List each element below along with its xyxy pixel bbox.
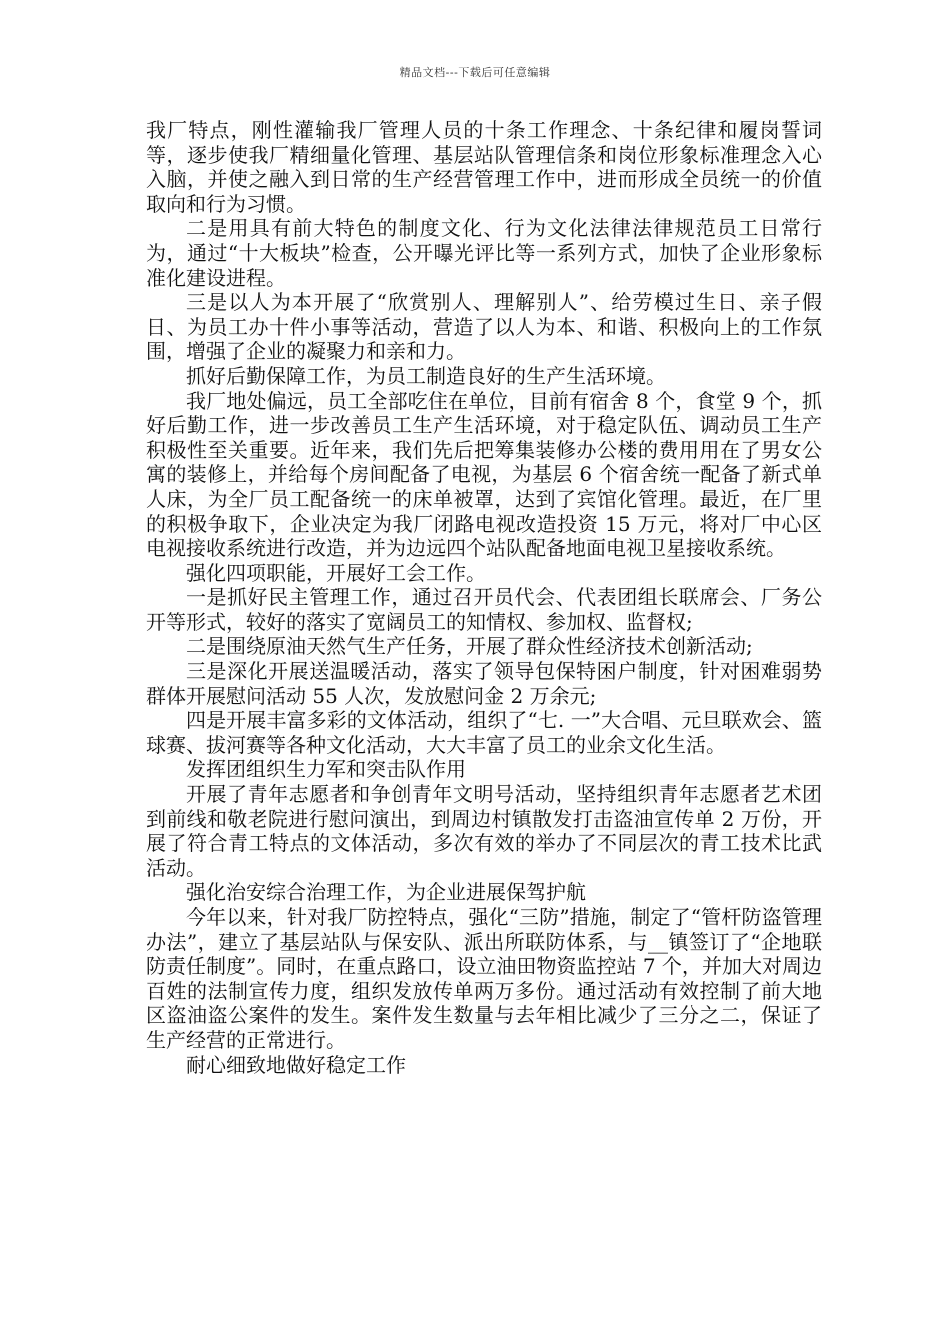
paragraph: 一是抓好民主管理工作，通过召开员代会、代表团组长联席会、厂务公开等形式，较好的落实了宽阔员工的知情权、参加权、监督权; <box>146 585 822 634</box>
section-heading: 强化四项职能，开展好工会工作。 <box>186 560 486 585</box>
paragraph: 三是以人为本开展了“欣赏别人、理解别人”、给劳模过生日、亲子假日、为员工办十件小事等活动，营造了以人为本、和谐、积极向上的工作氛围，增强了企业的凝聚力和亲和力。 <box>146 290 822 364</box>
document-body <box>146 118 822 1077</box>
page-header: 精品文档---下载后可任意编辑 <box>399 66 551 79</box>
section-heading: 发挥团组织生力军和突击队作用 <box>186 757 466 782</box>
section-heading: 抓好后勤保障工作，为员工制造良好的生产生活环境。 <box>186 363 666 388</box>
paragraph: 我厂特点，刚性灌输我厂管理人员的十条工作理念、十条纪律和履岗誓词等，逐步使我厂精细量化管理、基层站队管理信条和岗位形象标准理念入心入脑，并使之融入到日常的生产经营管理工作中，进而形成全员统一的价值取向和行为习惯。 <box>146 118 822 216</box>
section-heading: 耐心细致地做好稳定工作 <box>186 1052 406 1077</box>
paragraph: 开展了青年志愿者和争创青年文明号活动，坚持组织青年志愿者艺术团到前线和敬老院进行慰问演出，到周边村镇散发打击盗油宣传单 2 万份，开展了符合青工特点的文体活动，多次有效的举办了不同层次的青工技术比武活动。 <box>146 782 822 880</box>
paragraph: 四是开展丰富多彩的文体活动，组织了“七. 一”大合唱、元旦联欢会、篮球赛、拔河赛等各种文化活动，大大丰富了员工的业余文化生活。 <box>146 708 822 757</box>
paragraph: 今年以来，针对我厂防控特点，强化“三防”措施，制定了“管杆防盗管理办法”，建立了基层站队与保安队、派出所联防体系，与__镇签订了“企地联防责任制度”。同时，在重点路口，设立油田物资监控站 7 个，并加大对周边百姓的法制宣传力度，组织发放传单两万多份。通过活动有效控制了前大地区盗油盗公案件的发生。案件发生数量与去年相比减少了三分之二，保证了生产经营的正常进行。 <box>146 905 822 1052</box>
paragraph: 三是深化开展送温暖活动，落实了领导包保特困户制度，针对困难弱势群体开展慰问活动 55 人次，发放慰问金 2 万余元; <box>146 659 822 708</box>
paragraph: 二是围绕原油天然气生产任务，开展了群众性经济技术创新活动; <box>186 634 753 659</box>
section-heading: 强化治安综合治理工作，为企业进展保驾护航 <box>186 880 586 905</box>
paragraph: 我厂地处偏远，员工全部吃住在单位，目前有宿舍 8 个，食堂 9 个，抓好后勤工作，进一步改善员工生产生活环境，对于稳定队伍、调动员工生产积极性至关重要。近年来，我们先后把筹集装修办公楼的费用用在了男女公寓的装修上，并给每个房间配备了电视，为基层 6 个宿舍统一配备了新式单人床，为全厂员工配备统一的床单被罩，达到了宾馆化管理。最近，在厂里的积极争取下，企业决定为我厂闭路电视改造投资 15 万元，将对厂中心区电视接收系统进行改造，并为边远四个站队配备地面电视卫星接收系统。 <box>146 388 822 561</box>
paragraph: 二是用具有前大特色的制度文化、行为文化法律法律规范员工日常行为，通过“十大板块”检查，公开曝光评比等一系列方式，加快了企业形象标准化建设进程。 <box>146 216 822 290</box>
